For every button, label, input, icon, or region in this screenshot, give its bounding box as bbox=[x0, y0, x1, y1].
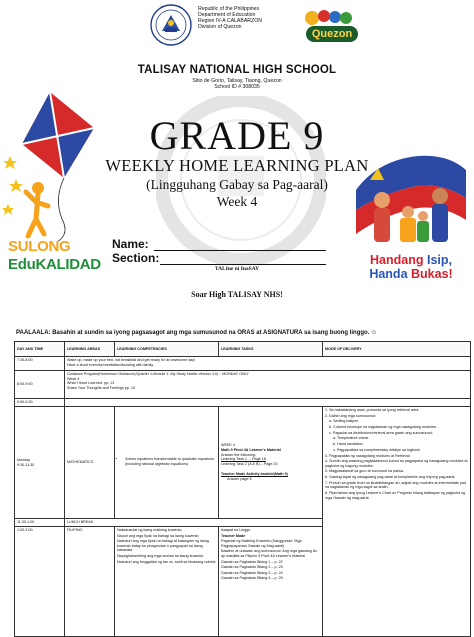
lunch-break: LUNCH BREAK bbox=[65, 519, 323, 527]
weekly-plan-table bbox=[14, 341, 471, 637]
learning-tasks bbox=[219, 527, 323, 637]
table-row bbox=[15, 371, 471, 399]
handang-text: Handang bbox=[370, 253, 427, 267]
task-line: Gawain sa Pagkatuto Bilang 4 – p. 25 bbox=[221, 576, 283, 581]
deped-seal-icon bbox=[150, 4, 192, 46]
competency-item: Napaghahambing ang mga tauhan sa isang kuwento bbox=[117, 553, 204, 558]
row-text bbox=[65, 371, 471, 399]
delivery-item: a. Temperature check bbox=[333, 436, 369, 441]
delivery-item: 8. Pipirmahan ang iyong Learner's Chart on Progress bilang katibayan ng pagkuha ng mga Gawain ng mag-aaral. bbox=[325, 491, 466, 500]
competency-item: Nasusuri ang tunggalian ng tao vs. sarili sa binasang nobela bbox=[117, 559, 216, 564]
task-line: WEEK 4 bbox=[221, 443, 235, 448]
task-line: Pagsulat ng Maikling Kuwento (Sanggunian: Mga Pagpapayaman Gawain ng Mag-aaral) bbox=[221, 539, 302, 548]
school-tagline: Soar High TALISAY NHS! bbox=[191, 290, 283, 299]
learning-area: FILIPINO bbox=[65, 527, 115, 637]
address-line: Sitio de Gorio, Talisay, Tiaong, Quezon bbox=[192, 78, 282, 84]
task-line: Ikaapat na Linggo bbox=[221, 528, 251, 532]
guidance-line: What I Have Learned: pp: 13 bbox=[67, 381, 115, 386]
delivery-item: 5. Magpasalamat sa guro at sumunod na paksa. bbox=[325, 469, 404, 474]
header-learning-competencies: LEARNING COMPETENCIES bbox=[115, 342, 219, 357]
dep-line-4: Division of Quezon bbox=[198, 24, 242, 31]
isip-text: Isip, bbox=[426, 253, 452, 267]
handa-text: Handa bbox=[369, 266, 411, 281]
task-line: Basahin at unawain ang sumusunod: Ang mga gawaing ito ay makikita sa Filipino 9 Pivot 4A Learner's Material bbox=[221, 549, 317, 558]
row-text: Wake up, make up your bed, eat breakfast and get ready for an awesome day! Have a short exercise/meditation/bonding with family. bbox=[65, 357, 471, 371]
slogan-line-1 bbox=[350, 254, 472, 268]
delivery-item: 4. Sundin ang wastong pagkakasunod-sunod sa pagpapasa ng nasagutang modules at pagkuha ng bagong modules. bbox=[325, 459, 468, 468]
task-line: Math 9 Pivot 4A Learner's Material bbox=[221, 448, 281, 453]
row-time: 11:30-1:00 bbox=[15, 519, 65, 527]
header-day-time: DAY AND TIME bbox=[15, 342, 65, 357]
task-line: Learning Task 1. – Page 18 bbox=[221, 457, 266, 462]
sulong-text: SULONG bbox=[8, 238, 71, 255]
tagline-small: TALIne ni InaSAY bbox=[214, 266, 260, 272]
task-line: Teacher Made bbox=[221, 533, 246, 538]
table-header-row bbox=[15, 342, 471, 357]
delivery-item: b. Hand sanitation bbox=[333, 442, 363, 447]
guidance-line: Week 4 bbox=[67, 376, 80, 381]
delivery-item: c. Pagpapalista sa complimentary detalye sa logbook bbox=[333, 447, 420, 452]
learning-competencies bbox=[115, 527, 219, 637]
task-line: Learning Task 2 (A & B) – Page 20 bbox=[221, 461, 278, 466]
learning-competencies bbox=[115, 407, 219, 519]
quezon-logo-text: Quezon bbox=[311, 28, 353, 40]
week-label: Week 4 bbox=[216, 194, 258, 209]
table-row bbox=[15, 407, 471, 519]
section-label: Section: bbox=[112, 251, 160, 265]
task-line: Answer the following: bbox=[221, 452, 256, 457]
school-id: School ID # 308035 bbox=[214, 84, 260, 91]
task-line: Gawain sa Pagkatuto Bilang 3 – p. 24 bbox=[221, 570, 283, 575]
paalala-note: PAALAALA: Basahin at sundin sa iyong pagsasagot ang mga sumusunod na ORAS at ASIGNATURA sa isang buong linggo. ☺ bbox=[16, 330, 378, 336]
delivery-item: a. Sariling ballpen bbox=[329, 419, 359, 424]
plan-title: WEEKLY HOME LEARNING PLAN bbox=[105, 156, 369, 175]
dep-line-3: Region IV-A CALABARZON bbox=[198, 18, 263, 25]
edu-text: Edu bbox=[8, 256, 36, 273]
row-time: 9:00-9:30 bbox=[15, 399, 65, 407]
section-field[interactable] bbox=[160, 264, 326, 265]
kalidad-text: KALIDAD bbox=[35, 256, 101, 273]
task-line: Answer page 5 bbox=[227, 476, 252, 481]
name-label: Name: bbox=[112, 237, 149, 251]
guidance-line: Share Your Thoughts and Feelings pp. 15 bbox=[67, 385, 135, 390]
learning-area: MATHEMATICS bbox=[65, 407, 115, 519]
table-row bbox=[15, 399, 471, 407]
grade-heading: GRADE 9 bbox=[149, 113, 325, 158]
day-label: Monday bbox=[17, 457, 31, 462]
slogan-line-2 bbox=[350, 268, 472, 282]
deped-header-text bbox=[198, 6, 318, 30]
row-text bbox=[65, 399, 471, 407]
bukas-text: Bukas! bbox=[411, 266, 453, 281]
time-label: 9:30-11:30 bbox=[17, 462, 35, 467]
plan-subtitle: (Lingguhang Gabay sa Pag-aaral) bbox=[146, 177, 328, 192]
competency-item: Nakasusulat ng isang maikling kuwento bbox=[117, 528, 182, 532]
quezon-division-logo bbox=[302, 8, 362, 48]
task-line: Gawain sa Pagkatuto Bilang 1 – p. 22 bbox=[221, 559, 283, 564]
header-mode-of-delivery: MODE OF DELIVERY bbox=[323, 342, 471, 357]
table-row bbox=[15, 357, 471, 371]
delivery-item: b. Colored envelope na naglalaman ng mga nasagutang modules. bbox=[329, 425, 437, 430]
competency-item: Nasusuri ang mga tiyak na bahagi at katangian ng isang kuwento batay sa pinagmulan o pangyayari sa isang kabanata bbox=[117, 539, 209, 553]
guidance-line: Guidance Program(Homeroom Guidance)/Quarter 1-Module 1: My Study Habits Version 4.0) ~ MONDAY ONLY bbox=[67, 372, 249, 376]
delivery-item: 1. Sa nakatakdang araw, pumunta sa iyong retrieval area. bbox=[325, 408, 420, 412]
competency-item: Nauuri ang mga tiyak na bahagi sa isang kuwento bbox=[117, 533, 199, 538]
row-time: 1:00-3:00 bbox=[15, 527, 65, 637]
task-heading: Teacher Made Activity booklet(Math 9) bbox=[221, 472, 288, 477]
row-time: 7:30-8:00 bbox=[15, 357, 65, 371]
name-field[interactable] bbox=[154, 250, 326, 251]
header-learning-tasks: LEARNING TASKS bbox=[219, 342, 323, 357]
dep-line-1: Republic of the Philippines bbox=[198, 6, 260, 12]
learning-tasks bbox=[219, 407, 323, 519]
competency-item: • Solves equations transformable to quadratic equations (including rational algebraic equations) bbox=[125, 457, 216, 466]
delivery-item: c. Pagsulat sa distributors/retrieval area gawin ang sumusunod: bbox=[329, 430, 433, 435]
mode-of-delivery bbox=[323, 407, 471, 637]
dep-line-2: Department of Education bbox=[198, 12, 256, 19]
delivery-item: 2. Dalhin ang mga sumusunod: bbox=[325, 413, 377, 418]
delivery-item: 3. Pagpapakita ng nasagutang modules at Retrieval. bbox=[325, 453, 411, 458]
row-day-time bbox=[15, 407, 65, 519]
delivery-item: 7. Punuin sa grade level na kinabibilangan at i-adjust ang modules at intermediate pad na naglalaman ng mga sagot sa aralin. bbox=[325, 480, 467, 490]
header-learning-areas: LEARNING AREAS bbox=[65, 342, 115, 357]
delivery-item: 6. Gawing tapat ng nasagutang pag-aaral at kompletuhin ang iniyong pag-aaral. bbox=[325, 475, 456, 480]
handang-isip-family-illustration bbox=[348, 150, 470, 250]
task-line: Gawain sa Pagkatuto Bilang 2 – p. 23 bbox=[221, 565, 283, 570]
school-name: TALISAY NATIONAL HIGH SCHOOL bbox=[137, 64, 337, 76]
row-time: 8:00-9:00 bbox=[15, 371, 65, 399]
handang-isip-slogan bbox=[350, 254, 472, 281]
